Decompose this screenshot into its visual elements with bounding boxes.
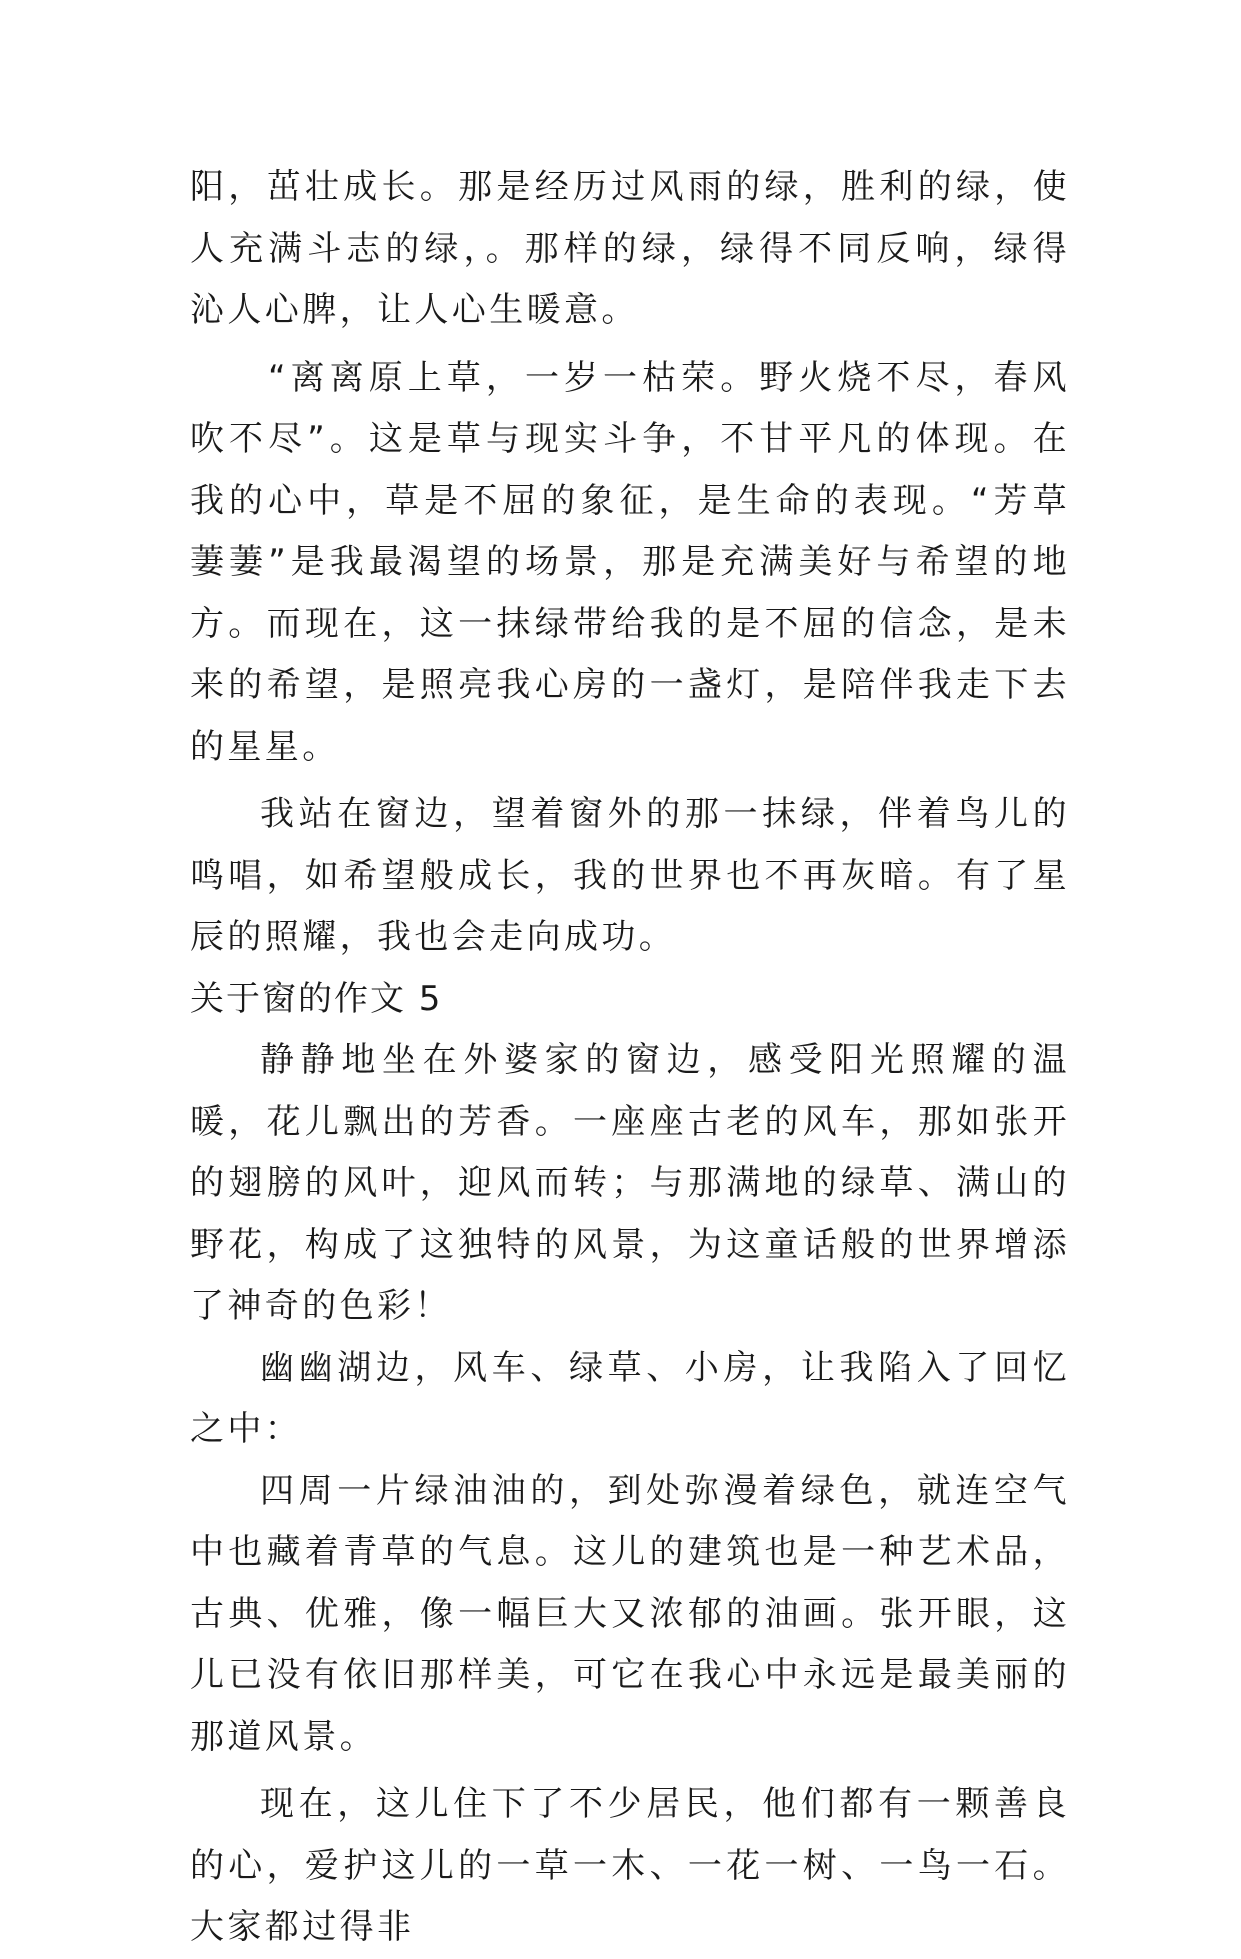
paragraph-residents: 现在，这儿住下了不少居民，他们都有一颗善良的心，爱护这儿的一草一木、一花一树、一鸟一石。大家都过得非 — [190, 1784, 1070, 1947]
section-title: 关于窗的作文 5 — [190, 978, 443, 1019]
paragraph-grass-poem: “离离原上草，一岁一枯荣。野火烧不尽，春风吹不尽”。这是草与现实斗争，不甘平凡的体现。在我的心中，草是不屈的象征，是生命的表现。“芳草萋萋”是我最渴望的场景，那是充满美好与希望的地方。而现在，这一抹绿带给我的是不屈的信念，是未来的希望，是照亮我心房的一盏灯，是陪伴我走下去的星星。 — [190, 357, 1070, 767]
paragraph-surroundings: 四周一片绿油油的，到处弥漫着绿色，就连空气中也藏着青草的气息。这儿的建筑也是一种艺术品，古典、优雅，像一幅巨大又浓郁的油画。张开眼，这儿已没有依旧那样美，可它在我心中永远是最美丽的那道风景。 — [190, 1470, 1070, 1757]
paragraph-grandma-window: 静静地坐在外婆家的窗边，感受阳光照耀的温暖，花儿飘出的芳香。一座座古老的风车，那如张开的翅膀的风叶，迎风而转；与那满地的绿草、满山的野花，构成了这独特的风景，为这童话般的世界增添了神奇的色彩！ — [190, 1040, 1070, 1326]
paragraph-window-green: 我站在窗边，望着窗外的那一抹绿，伴着鸟儿的鸣唱，如希望般成长，我的世界也不再灰暗。有了星辰的照耀，我也会走向成功。 — [190, 794, 1070, 957]
document-body — [190, 157, 1070, 1959]
paragraph-continued: 阳，茁壮成长。那是经历过风雨的绿，胜利的绿，使人充满斗志的绿，。那样的绿，绿得不同反响，绿得沁人心脾，让人心生暖意。 — [190, 167, 1070, 330]
paragraph-lakeside: 幽幽湖边，风车、绿草、小房，让我陷入了回忆之中： — [190, 1347, 1070, 1449]
